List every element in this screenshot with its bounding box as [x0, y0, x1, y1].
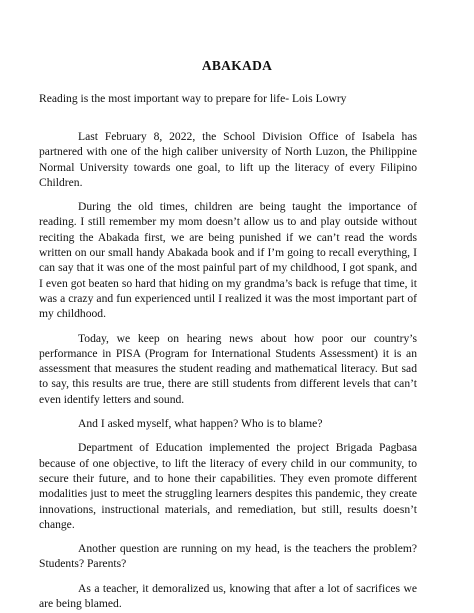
document-title: ABAKADA — [201, 58, 273, 73]
document-body — [39, 129, 417, 611]
paragraph: Today, we keep on hearing news about how poor our country’s performance in PISA (Program for International Students Assessment) it is an assessment that measures the student reading and mathematical literacy. But sad to say, this results are true, there are still students from different levels that can’t even identify letters and sound. — [39, 331, 417, 406]
paragraph: As a teacher, it demoralized us, knowing that after a lot of sacrifices we are being blamed. — [39, 581, 417, 611]
paragraph: During the old times, children are being taught the importance of reading. I still remember my mom doesn’t allow us to and play outside without reciting the Abakada first, we are being punished if we can’t read the words written on our small handy Abakada book and if I’m going to recall everything, I can say that it was one of the most painful part of my childhood, I got spank, and I even got beaten so hard that hiding on my grandma’s back is refuge that time, it was a crazy and fun experienced until I realized it was the most important part of my childhood. — [39, 200, 417, 321]
paragraph: Another question are running on my head, is the teachers the problem? Students? Parents? — [39, 542, 417, 571]
paragraph: And I asked myself, what happen? Who is to blame? — [78, 417, 323, 431]
paragraph: Last February 8, 2022, the School Division Office of Isabela has partnered with one of the high caliber university of North Luzon, the Philippine Normal University towards one goal, to lift up the literacy of every Filipino Children. — [39, 130, 417, 189]
paragraph: Department of Education implemented the project Brigada Pagbasa because of one objective, to lift the literacy of every child in our community, to secure their future, and to hone their capabilities. They even promote different modalities just to meet the struggling learners despites this pandemic, they create innovations, instructional materials, and remediation, but still, results doesn’t change. — [39, 441, 417, 531]
epigraph-quote: Reading is the most important way to prepare for life- Lois Lowry — [39, 92, 347, 105]
